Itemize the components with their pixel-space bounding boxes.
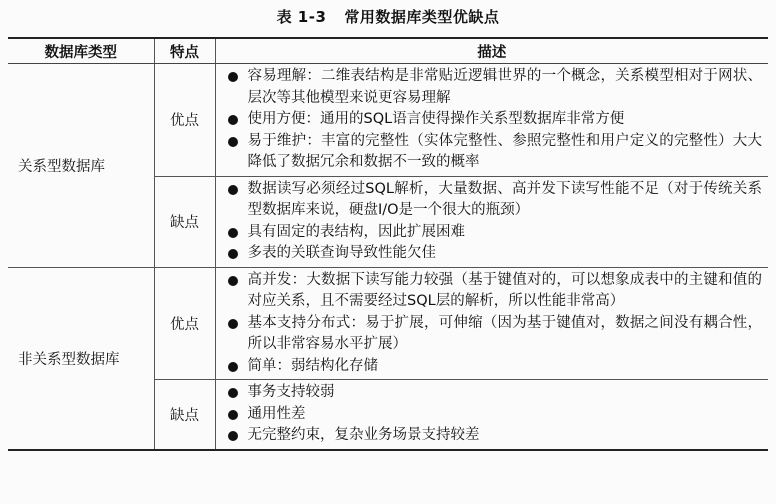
table-row bbox=[8, 267, 768, 380]
list-item: 通用性差 bbox=[226, 404, 763, 426]
list-item: 易于维护：丰富的完整性（实体完整性、参照完整性和用户定义的完整性）大大降低了数据冗余和数据不一致的概率 bbox=[226, 131, 763, 174]
list-item: 具有固定的表结构，因此扩展困难 bbox=[226, 222, 763, 244]
table-caption bbox=[0, 6, 776, 27]
list-item: 数据读写必须经过SQL解析，大量数据、高并发下读写性能不足（对于传统关系型数据库来说，硬盘I/O是一个很大的瓶颈） bbox=[226, 179, 763, 222]
description-cell bbox=[215, 380, 768, 450]
list-item: 使用方便：通用的SQL语言使得操作关系型数据库非常方便 bbox=[226, 109, 763, 131]
bullet-list bbox=[226, 382, 763, 447]
table-number: 表 1-3 bbox=[276, 8, 327, 26]
header-feature: 特点 bbox=[154, 38, 215, 64]
bullet-list bbox=[226, 179, 763, 265]
list-item: 简单：弱结构化存储 bbox=[226, 356, 763, 378]
list-item: 事务支持较弱 bbox=[226, 382, 763, 404]
table-row bbox=[8, 64, 768, 177]
db-type-cell: 非关系型数据库 bbox=[8, 267, 154, 450]
feature-cell: 缺点 bbox=[154, 380, 215, 450]
bullet-list bbox=[226, 66, 763, 174]
bullet-list bbox=[226, 270, 763, 378]
description-cell bbox=[215, 64, 768, 177]
feature-cell: 缺点 bbox=[154, 176, 215, 267]
list-item: 容易理解：二维表结构是非常贴近逻辑世界的一个概念，关系模型相对于网状、层次等其他模型来说更容易理解 bbox=[226, 66, 763, 109]
description-cell bbox=[215, 176, 768, 267]
db-type-cell: 关系型数据库 bbox=[8, 64, 154, 268]
feature-cell: 优点 bbox=[154, 267, 215, 380]
comparison-table bbox=[8, 37, 768, 451]
list-item: 多表的关联查询导致性能欠佳 bbox=[226, 243, 763, 265]
table-title: 常用数据库类型优缺点 bbox=[344, 8, 500, 26]
description-cell bbox=[215, 267, 768, 380]
header-db-type: 数据库类型 bbox=[8, 38, 154, 64]
list-item: 基本支持分布式：易于扩展，可伸缩（因为基于键值对，数据之间没有耦合性，所以非常容易水平扩展） bbox=[226, 313, 763, 356]
list-item: 无完整约束，复杂业务场景支持较差 bbox=[226, 425, 763, 447]
header-row bbox=[8, 38, 768, 64]
header-description: 描述 bbox=[215, 38, 768, 64]
feature-cell: 优点 bbox=[154, 64, 215, 177]
list-item: 高并发：大数据下读写能力较强（基于键值对的，可以想象成表中的主键和值的对应关系，且不需要经过SQL层的解析，所以性能非常高） bbox=[226, 270, 763, 313]
